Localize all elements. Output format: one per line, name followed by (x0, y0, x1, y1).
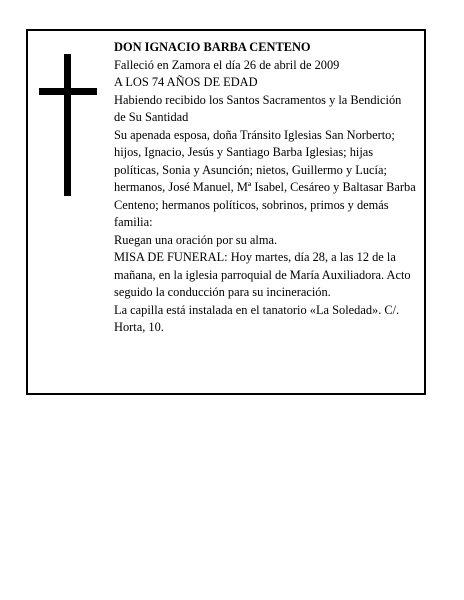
death-date-line: Falleció en Zamora el día 26 de abril de 2009 (114, 57, 340, 72)
cross-icon (39, 54, 97, 196)
cross-horizontal-bar (39, 88, 97, 95)
obituary-text (114, 39, 416, 337)
cross-vertical-bar (64, 54, 71, 196)
chapel-paragraph: La capilla está instalada en el tanatorio «La Soledad». C/. Horta, 10. (114, 302, 400, 334)
funeral-mass-paragraph: MISA DE FUNERAL: Hoy martes, día 28, a las 12 de la mañana, en la iglesia parroquial de María Auxiliadora. Acto seguido la conducción para su incineración. (114, 250, 411, 299)
age-line: A LOS 74 AÑOS DE EDAD (114, 75, 258, 89)
sacraments-paragraph: Habiendo recibido los Santos Sacramentos y la Bendición de Su Santidad (114, 92, 402, 124)
deceased-name: DON IGNACIO BARBA CENTENO (114, 40, 311, 54)
prayer-request: Ruegan una oración por su alma. (114, 232, 278, 247)
family-paragraph: Su apenada esposa, doña Tránsito Iglesias San Norberto; hijos, Ignacio, Jesús y Santiago Barba Iglesias; hijas políticas, Sonia y Asunción; nietos, Guillermo y Lucía; hermanos, José Manuel, Mª Isabel, Cesáreo y Baltasar Barba Centeno; hermanos políticos, sobrinos, primos y demás familia: (114, 127, 416, 229)
